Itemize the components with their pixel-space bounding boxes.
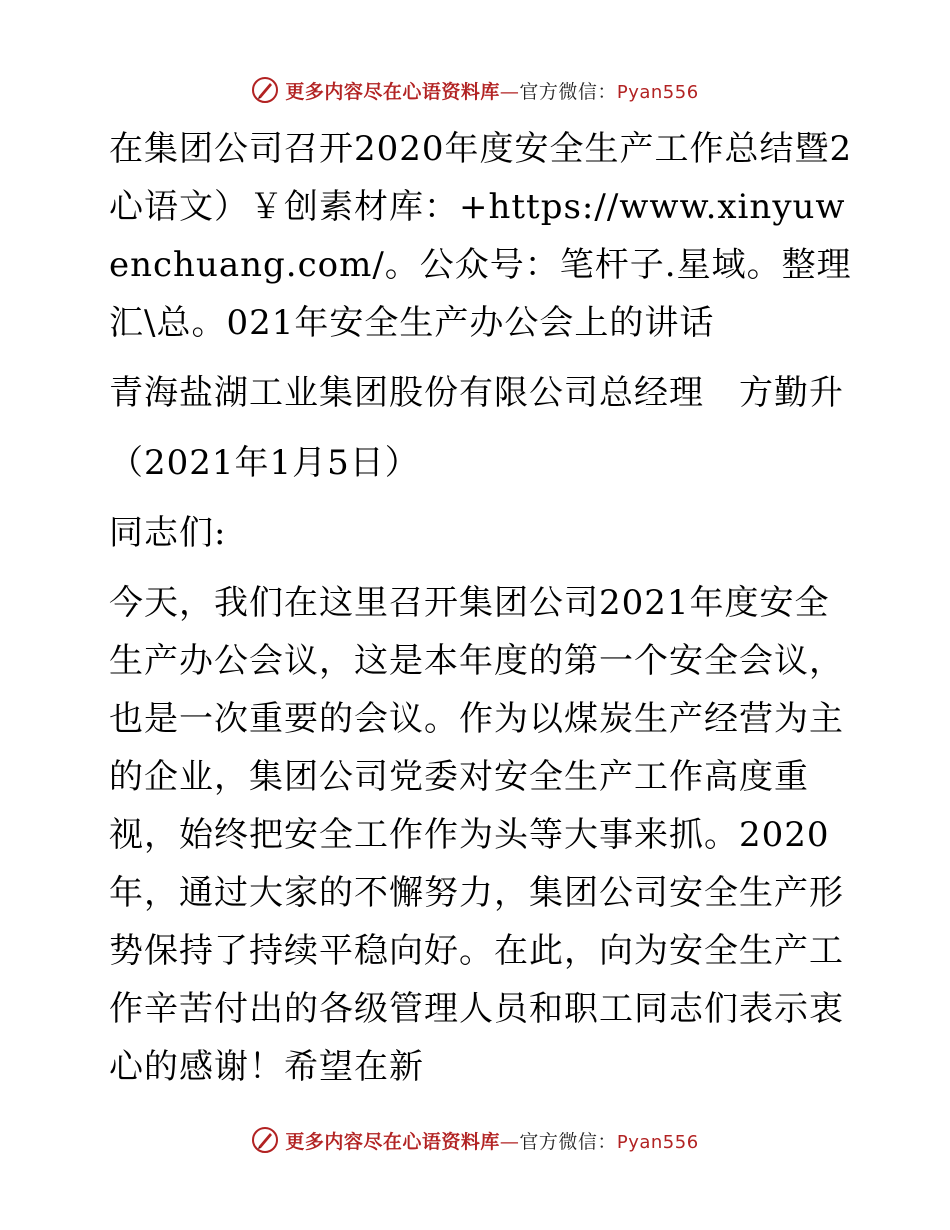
banner-wechat-id: Pyan556 [616,1131,699,1153]
quill-pen-logo-icon [251,76,279,104]
banner-text [285,77,698,104]
banner-emphasis: 更多内容尽在心语资料库 [285,1130,500,1153]
salutation: 同志们: [109,513,227,553]
quill-pen-logo-icon [251,1126,279,1154]
banner-dash: — [499,1130,520,1153]
header-watermark-banner [0,72,950,108]
banner-label: 官方微信： [519,1130,617,1153]
banner-wechat-id: Pyan556 [616,81,699,103]
banner-text [285,1127,698,1154]
speaker-line: 青海盐湖工业集团股份有限公司总经理 方勤升 [109,373,844,413]
banner-emphasis: 更多内容尽在心语资料库 [285,80,500,103]
body-paragraph: 今天，我们在这里召开集团公司2021年度安全生产办公会议，这是本年度的第一个安全会议，也是一次重要的会议。作为以煤炭生产经营为主的企业，集团公司党委对安全生产工作高度重视，始终把安全工作作为头等大事来抓。2020年，通过大家的不懈努力，集团公司安全生产形势保持了持续平稳向好。在此，向为安全生产工作辛苦付出的各级管理人员和职工同志们表示衷心的感谢！希望在新 [109,583,844,1087]
document-title: 在集团公司召开2020年度安全生产工作总结暨2心语文）￥创素材库：+https://www.xinyuwenchuang.com/。公众号：笔杆子.星域。整理汇\总。021年安全生产办公会上的讲话 [109,129,853,343]
date-line: （2021年1月5日） [109,443,420,483]
document-body [95,120,855,1096]
footer-watermark-banner [0,1122,950,1158]
banner-dash: — [499,80,520,103]
banner-label: 官方微信： [519,80,617,103]
